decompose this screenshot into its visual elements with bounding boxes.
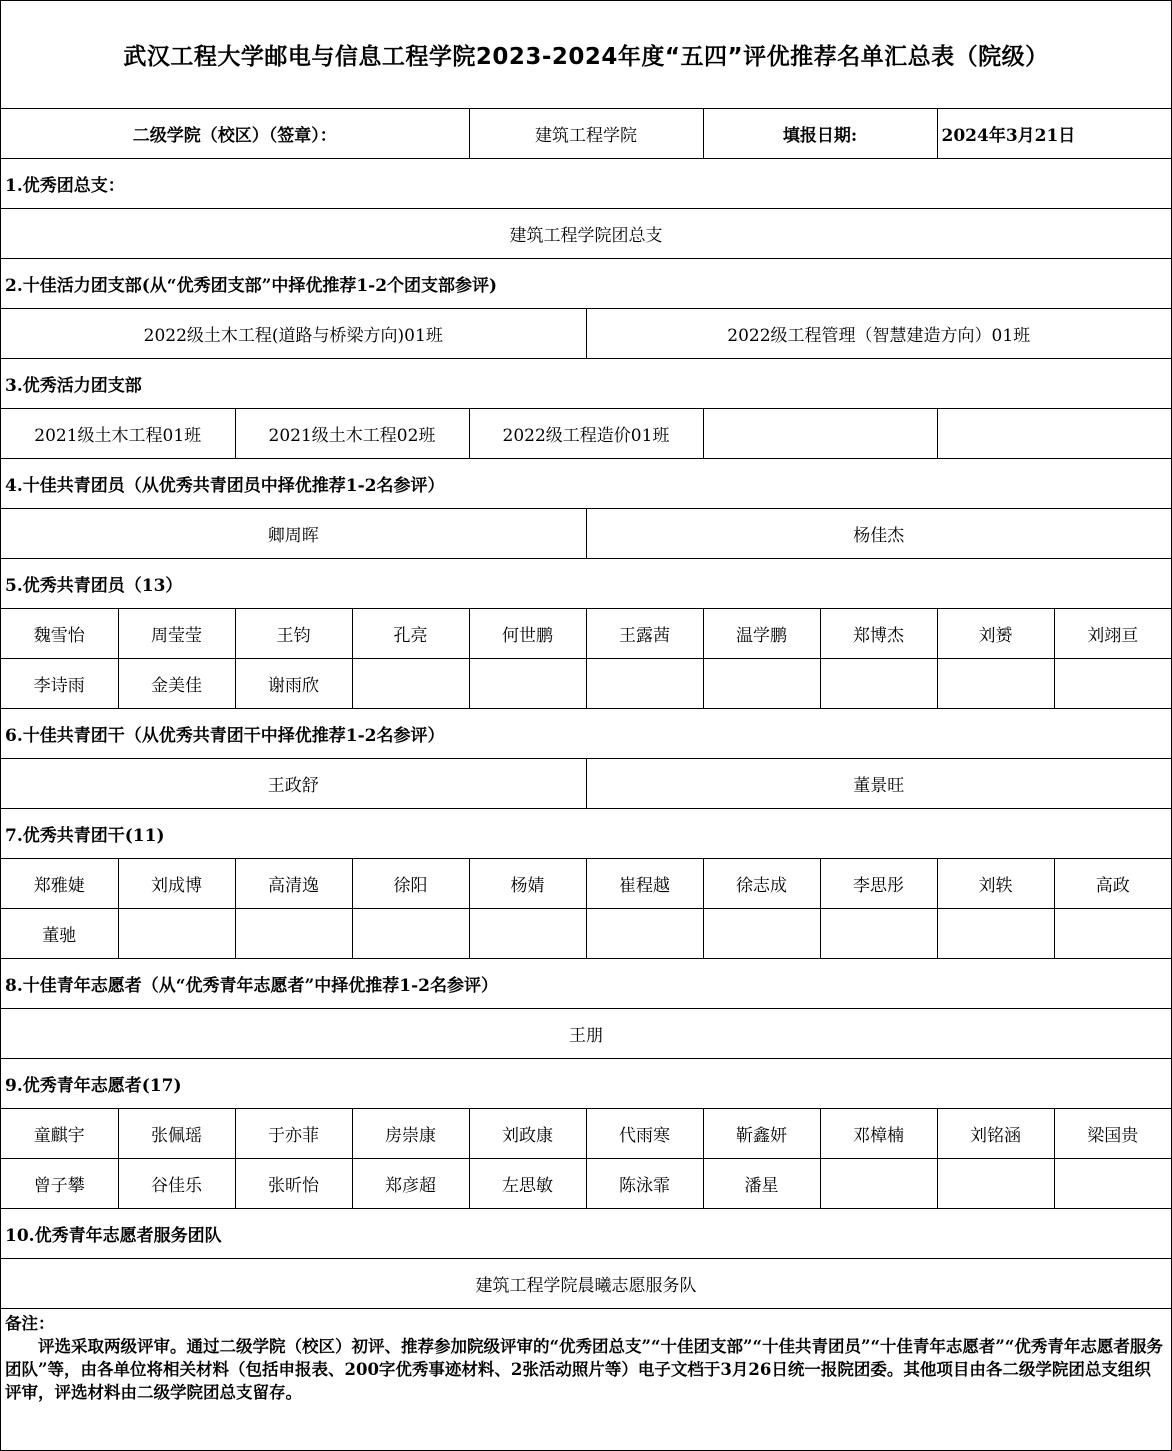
cell-value: 建筑工程学院团总支 (1, 208, 1171, 258)
cell-value: 王政舒 (1, 758, 586, 808)
cell-value: 徐阳 (352, 858, 469, 908)
cell-value: 高政 (1054, 858, 1171, 908)
cell-value: 刘赟 (937, 608, 1054, 658)
cell-value: 魏雪怡 (1, 608, 118, 658)
cell-empty (352, 908, 469, 958)
remarks-label: 备注： (5, 1313, 55, 1333)
cell-value: 童麒宇 (1, 1108, 118, 1158)
cell-value: 董景旺 (586, 758, 1171, 808)
cell-value: 谢雨欣 (235, 658, 352, 708)
cell-value: 郑博杰 (820, 608, 937, 658)
cell-empty (469, 908, 586, 958)
cell-value: 谷佳乐 (118, 1158, 235, 1208)
cell-value: 刘成博 (118, 858, 235, 908)
cell-empty (703, 908, 820, 958)
cell-value: 刘翊亘 (1054, 608, 1171, 658)
cell-empty (703, 408, 937, 458)
cell-empty (820, 658, 937, 708)
cell-empty (1054, 658, 1171, 708)
cell-value: 郑雅婕 (1, 858, 118, 908)
cell-value: 梁国贵 (1054, 1108, 1171, 1158)
cell-value: 高清逸 (235, 858, 352, 908)
cell-value: 周莹莹 (118, 608, 235, 658)
cell-value: 邓樟楠 (820, 1108, 937, 1158)
cell-empty (703, 658, 820, 708)
date-label: 填报日期: (703, 108, 937, 158)
cell-empty (235, 908, 352, 958)
cell-empty (586, 658, 703, 708)
cell-value: 2022级工程管理（智慧建造方向）01班 (586, 308, 1171, 358)
cell-value: 刘铭涵 (937, 1108, 1054, 1158)
cell-empty (937, 908, 1054, 958)
cell-value: 王露茜 (586, 608, 703, 658)
cell-empty (820, 908, 937, 958)
cell-value: 左思敏 (469, 1158, 586, 1208)
cell-value: 金美佳 (118, 658, 235, 708)
cell-value: 徐志成 (703, 858, 820, 908)
cell-value: 房崇康 (352, 1108, 469, 1158)
cell-value: 刘轶 (937, 858, 1054, 908)
cell-empty (937, 1158, 1054, 1208)
summary-table (1, 1, 1171, 1449)
section-heading: 4.十佳共青团员（从优秀共青团员中择优推荐1-2名参评） (1, 458, 1171, 508)
cell-empty (118, 908, 235, 958)
cell-empty (820, 1158, 937, 1208)
cell-value: 王钧 (235, 608, 352, 658)
section-heading: 3.优秀活力团支部 (1, 358, 1171, 408)
cell-value: 张佩瑶 (118, 1108, 235, 1158)
cell-empty (1054, 908, 1171, 958)
date-value: 2024年3月21日 (937, 108, 1171, 158)
college-value: 建筑工程学院 (469, 108, 703, 158)
section-heading: 7.优秀共青团干(11) (1, 808, 1171, 858)
cell-value: 2022级工程造价01班 (469, 408, 703, 458)
college-label: 二级学院（校区）（签章）： (1, 108, 469, 158)
cell-empty (469, 658, 586, 708)
cell-value: 于亦菲 (235, 1108, 352, 1158)
cell-value: 曾子攀 (1, 1158, 118, 1208)
cell-empty (352, 658, 469, 708)
section-heading: 10.优秀青年志愿者服务团队 (1, 1208, 1171, 1258)
cell-value: 2022级土木工程(道路与桥梁方向)01班 (1, 308, 586, 358)
cell-value: 崔程越 (586, 858, 703, 908)
cell-value: 靳鑫妍 (703, 1108, 820, 1158)
page-title: 武汉工程大学邮电与信息工程学院2023-2024年度“五四”评优推荐名单汇总表（院级） (1, 1, 1171, 108)
cell-value: 董驰 (1, 908, 118, 958)
cell-value: 杨佳杰 (586, 508, 1171, 558)
cell-value: 2021级土木工程02班 (235, 408, 469, 458)
cell-value: 卿周晖 (1, 508, 586, 558)
cell-value: 代雨寒 (586, 1108, 703, 1158)
cell-empty (1054, 1158, 1171, 1208)
cell-value: 李诗雨 (1, 658, 118, 708)
cell-value: 郑彦超 (352, 1158, 469, 1208)
cell-value: 建筑工程学院晨曦志愿服务队 (1, 1258, 1171, 1308)
cell-value: 张昕怡 (235, 1158, 352, 1208)
cell-value: 潘星 (703, 1158, 820, 1208)
cell-value: 李思彤 (820, 858, 937, 908)
cell-empty (586, 908, 703, 958)
section-heading: 9.优秀青年志愿者(17) (1, 1058, 1171, 1108)
remarks-text: 评选采取两级评审。通过二级学院（校区）初评、推荐参加院级评审的“优秀团总支”“十佳团支部”“十佳共青团员”“十佳青年志愿者”“优秀青年志愿者服务团队”等，由各单位将相关材料（包括申报表、200字优秀事迹材料、2张活动照片等）电子文档于3月26日统一报院团委。其他项目由各二级学院团总支组织评审，评选材料由二级学院团总支留存。 (5, 1336, 1163, 1402)
cell-value: 孔亮 (352, 608, 469, 658)
cell-value: 陈泳霏 (586, 1158, 703, 1208)
section-heading: 2.十佳活力团支部(从“优秀团支部”中择优推荐1-2个团支部参评) (1, 258, 1171, 308)
cell-value: 刘政康 (469, 1108, 586, 1158)
cell-empty (937, 658, 1054, 708)
section-heading: 1.优秀团总支： (1, 158, 1171, 208)
cell-value: 2021级土木工程01班 (1, 408, 235, 458)
section-heading: 8.十佳青年志愿者（从“优秀青年志愿者”中择优推荐1-2名参评） (1, 958, 1171, 1008)
cell-value: 王朋 (1, 1008, 1171, 1058)
cell-value: 杨婧 (469, 858, 586, 908)
cell-empty (937, 408, 1171, 458)
cell-value: 温学鹏 (703, 608, 820, 658)
cell-value: 何世鹏 (469, 608, 586, 658)
remarks-cell (1, 1308, 1171, 1449)
section-heading: 5.优秀共青团员（13） (1, 558, 1171, 608)
section-heading: 6.十佳共青团干（从优秀共青团干中择优推荐1-2名参评） (1, 708, 1171, 758)
